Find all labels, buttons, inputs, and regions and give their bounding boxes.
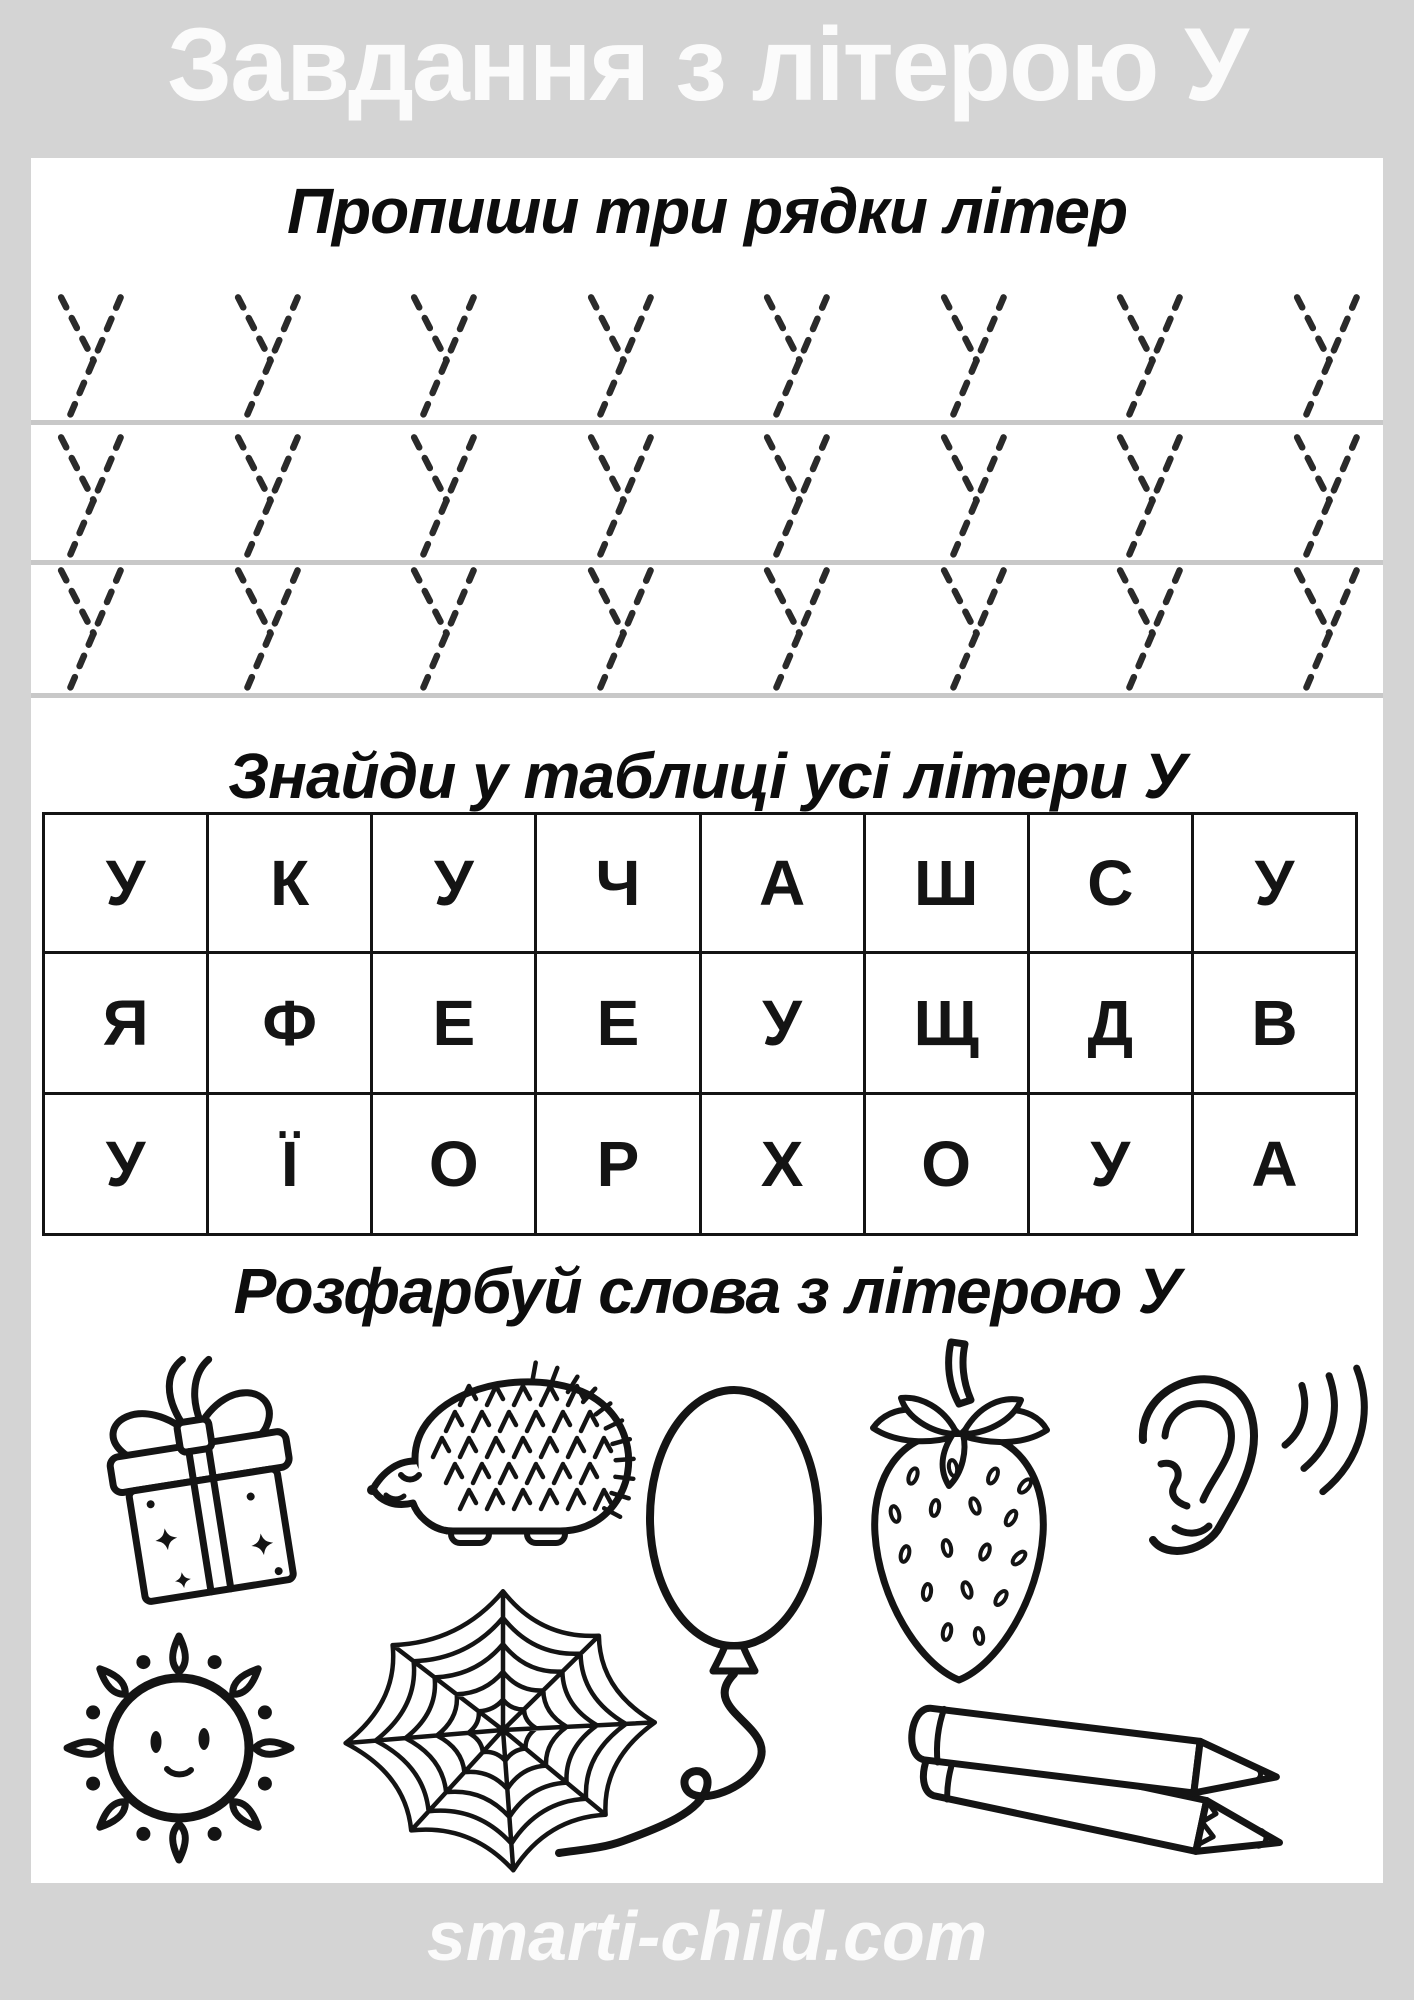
coloring-pictures: [31, 1334, 1383, 1874]
grid-cell-У[interactable]: У: [372, 814, 536, 953]
trace-letter-У[interactable]: [747, 563, 843, 693]
grid-cell-Е[interactable]: Е: [536, 953, 700, 1094]
grid-cell-Х[interactable]: Х: [700, 1094, 864, 1235]
tracing-section-heading: Пропиши три рядки літер: [286, 175, 1128, 247]
trace-letter-У[interactable]: [218, 430, 314, 560]
grid-cell-О[interactable]: О: [372, 1094, 536, 1235]
trace-letter-У[interactable]: [1277, 290, 1373, 420]
grid-cell-Щ[interactable]: Щ: [864, 953, 1028, 1094]
grid-cell-О[interactable]: О: [864, 1094, 1028, 1235]
coloring-section-heading: Розфарбуй слова з літерою У: [233, 1255, 1181, 1328]
tracing-rows: [31, 285, 1383, 698]
trace-row[interactable]: [31, 565, 1383, 698]
trace-letter-У[interactable]: [1277, 430, 1373, 560]
grid-cell-Ї[interactable]: Ї: [208, 1094, 372, 1235]
grid-cell-С[interactable]: С: [1028, 814, 1192, 953]
trace-letter-У[interactable]: [1100, 430, 1196, 560]
trace-letter-У[interactable]: [571, 290, 667, 420]
grid-row: [44, 814, 1357, 953]
trace-letter-У[interactable]: [394, 290, 490, 420]
trace-letter-У[interactable]: [218, 290, 314, 420]
sun-image: [59, 1626, 303, 1870]
grid-cell-У[interactable]: У: [1028, 1094, 1192, 1235]
trace-letter-У[interactable]: [747, 430, 843, 560]
grid-cell-У[interactable]: У: [1192, 814, 1356, 953]
trace-letter-У[interactable]: [41, 563, 137, 693]
grid-cell-Ш[interactable]: Ш: [864, 814, 1028, 953]
trace-letter-У[interactable]: [924, 290, 1020, 420]
strawberry-image: [843, 1336, 1077, 1700]
trace-letter-У[interactable]: [571, 430, 667, 560]
trace-row[interactable]: [31, 285, 1383, 425]
trace-letter-У[interactable]: [924, 563, 1020, 693]
grid-row: [44, 953, 1357, 1094]
grid-cell-К[interactable]: К: [208, 814, 372, 953]
grid-cell-У[interactable]: У: [44, 1094, 208, 1235]
trace-letter-У[interactable]: [571, 563, 667, 693]
grid-cell-Д[interactable]: Д: [1028, 953, 1192, 1094]
grid-cell-Е[interactable]: Е: [372, 953, 536, 1094]
spider-web-image: [331, 1582, 671, 1884]
pencils-image: [867, 1694, 1367, 1874]
trace-letter-У[interactable]: [218, 563, 314, 693]
footer-site-link: smarti-child.com: [426, 1897, 988, 1975]
grid-cell-Ч[interactable]: Ч: [536, 814, 700, 953]
grid-cell-Р[interactable]: Р: [536, 1094, 700, 1235]
trace-letter-У[interactable]: [1100, 290, 1196, 420]
grid-cell-У[interactable]: У: [700, 953, 864, 1094]
grid-cell-А[interactable]: А: [1192, 1094, 1356, 1235]
trace-letter-У[interactable]: [747, 290, 843, 420]
worksheet-card: [31, 158, 1383, 1883]
trace-letter-У[interactable]: [394, 563, 490, 693]
trace-letter-У[interactable]: [1100, 563, 1196, 693]
grid-cell-Ф[interactable]: Ф: [208, 953, 372, 1094]
gift-image: [84, 1346, 322, 1608]
trace-letter-У[interactable]: [394, 430, 490, 560]
trace-letter-У[interactable]: [41, 290, 137, 420]
trace-row[interactable]: [31, 425, 1383, 565]
page-title: Завдання з літерою У: [167, 7, 1247, 123]
grid-cell-В[interactable]: В: [1192, 953, 1356, 1094]
letter-grid-table: [42, 812, 1358, 1236]
grid-section-heading: Знайди у таблиці усі літери У: [228, 740, 1186, 813]
trace-letter-У[interactable]: [1277, 563, 1373, 693]
grid-cell-А[interactable]: А: [700, 814, 864, 953]
grid-cell-У[interactable]: У: [44, 814, 208, 953]
trace-letter-У[interactable]: [41, 430, 137, 560]
trace-letter-У[interactable]: [924, 430, 1020, 560]
grid-cell-Я[interactable]: Я: [44, 953, 208, 1094]
grid-row: [44, 1094, 1357, 1235]
ear-image: [1111, 1344, 1373, 1584]
